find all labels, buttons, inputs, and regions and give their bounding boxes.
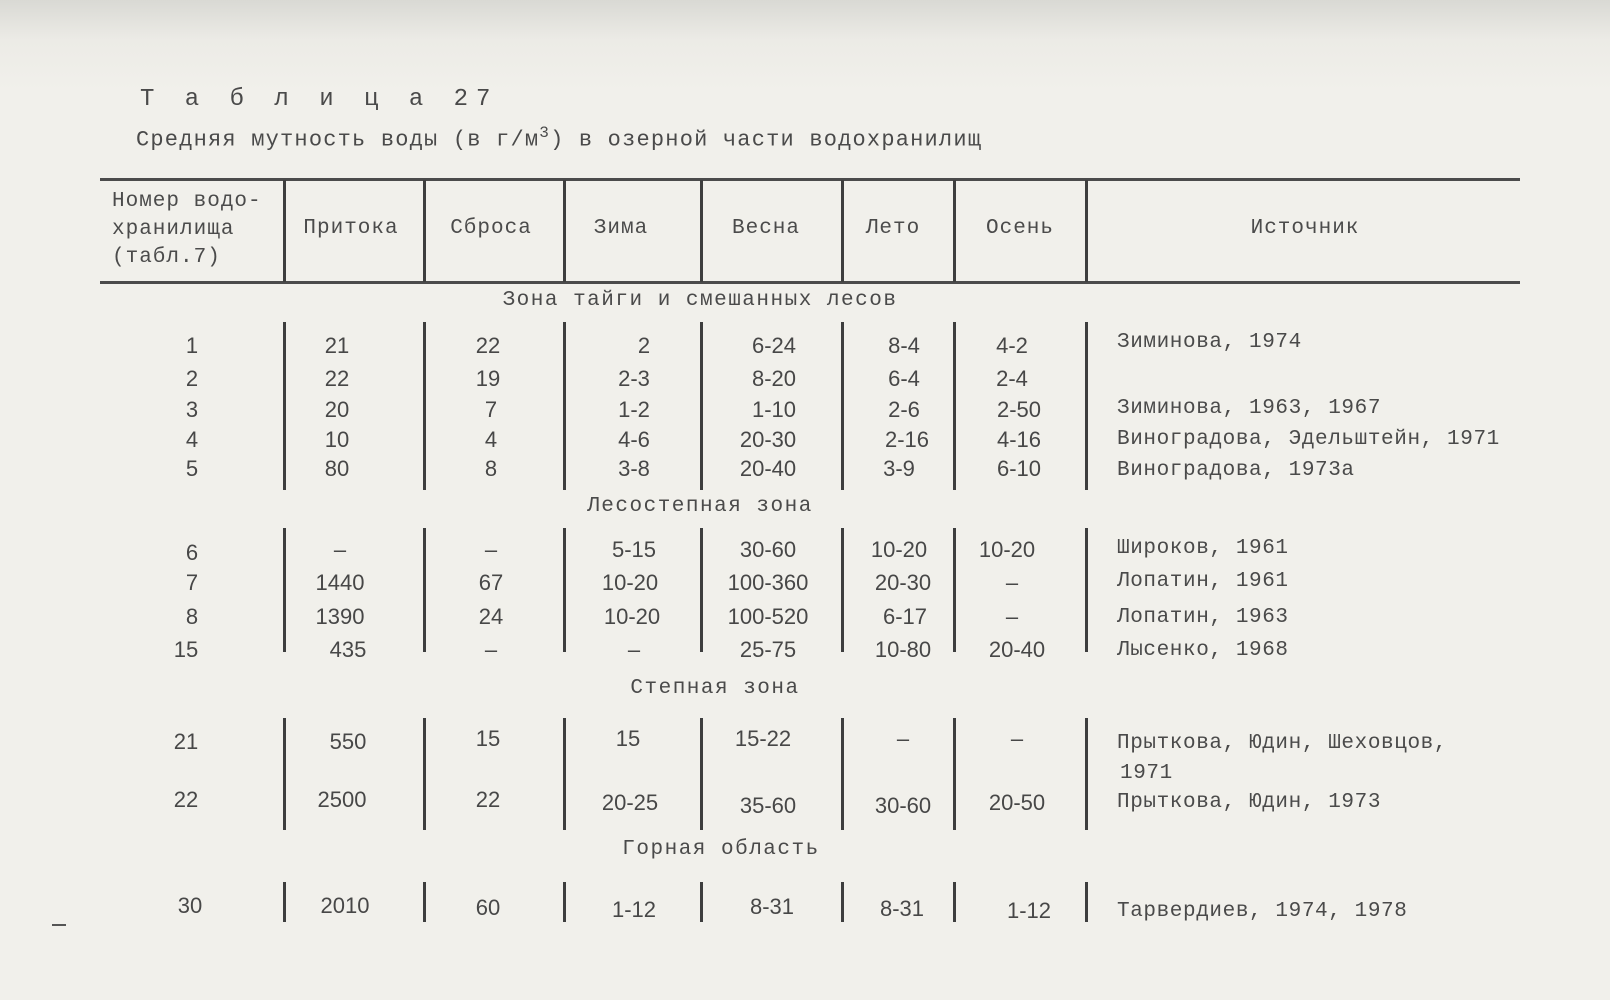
cell-winter: 2-3 (618, 366, 650, 391)
cell-inflow: 435 (329, 637, 367, 662)
cell-num: 1 (185, 333, 199, 358)
column-divider (423, 528, 426, 652)
cell-spring: 8-31 (749, 894, 795, 919)
cell-outflow: – (484, 637, 498, 662)
header-inflow: Притока (303, 217, 399, 240)
cell-source: Прыткова, Юдин, Шеховцов, 1971 (1117, 732, 1448, 785)
cell-num: 21 (173, 729, 199, 754)
column-divider (700, 322, 703, 490)
cell-num: 2 (185, 366, 199, 391)
cell-autumn: 6-10 (996, 456, 1042, 481)
column-divider (953, 718, 956, 830)
cell-spring: 1-10 (751, 397, 797, 422)
cell-summer: 6-17 (882, 604, 928, 629)
header-reservoir-number: Номер водо- хранилища (табл.7) (112, 190, 262, 269)
cell-num: 22 (173, 787, 199, 812)
table-title: Средняя мутность воды (в $г/м^3$) в озерной части водохранилищ (136, 124, 983, 153)
cell-winter: 1-2 (618, 397, 650, 422)
column-divider (423, 322, 426, 490)
cell-autumn: 20-50 (988, 790, 1046, 815)
cell-inflow: 2500 (317, 787, 367, 812)
cell-source: Виноградова, Эдельштейн, 1971 (1117, 428, 1500, 451)
cell-inflow: 21 (324, 333, 350, 358)
cell-winter: 15 (615, 726, 641, 751)
cell-source: Лопатин, 1963 (1117, 606, 1289, 629)
cell-inflow: 80 (324, 456, 350, 481)
cell-autumn: 4-16 (996, 427, 1042, 452)
cell-outflow: 15 (475, 726, 501, 751)
zone-title: Зона тайги и смешанных лесов (502, 289, 898, 312)
header-summer: Лето (865, 217, 921, 240)
column-divider (953, 528, 956, 652)
cell-autumn: 1-12 (1006, 898, 1052, 923)
cell-autumn: 2-4 (996, 366, 1028, 391)
cell-autumn: 4-2 (996, 333, 1028, 358)
header-divider (1085, 180, 1088, 282)
cell-winter: 20-25 (601, 790, 659, 815)
column-divider (1085, 882, 1088, 922)
cell-spring: 20-40 (739, 456, 797, 481)
cell-inflow: 20 (324, 397, 350, 422)
cell-spring: 35-60 (739, 793, 797, 818)
column-divider (700, 718, 703, 830)
header-divider (700, 180, 703, 282)
cell-outflow: 4 (484, 427, 498, 452)
column-divider (283, 322, 286, 490)
cell-outflow: – (484, 537, 498, 562)
cell-winter: – (627, 637, 641, 662)
cell-source: Тарвердиев, 1974, 1978 (1117, 900, 1408, 923)
cell-outflow: 67 (478, 570, 504, 595)
header-outflow: Сброса (450, 217, 532, 240)
column-divider (563, 528, 566, 652)
cell-spring: 20-30 (739, 427, 797, 452)
cell-summer: 6-4 (888, 366, 920, 391)
cell-winter: 3-8 (618, 456, 650, 481)
column-divider (700, 528, 703, 652)
cell-summer: 10-20 (870, 537, 928, 562)
column-divider (1085, 718, 1088, 830)
cell-source: Лопатин, 1961 (1117, 570, 1289, 593)
cell-spring: 8-20 (751, 366, 797, 391)
column-divider (563, 322, 566, 490)
column-divider (563, 718, 566, 830)
cell-winter: 4-6 (618, 427, 650, 452)
cell-autumn: 10-20 (978, 537, 1036, 562)
cell-outflow: 24 (478, 604, 504, 629)
column-divider (841, 718, 844, 830)
cell-spring: 30-60 (739, 537, 797, 562)
table-header-bottom-rule (100, 281, 1520, 284)
zone-title: Горная область (622, 838, 820, 861)
header-autumn: Осень (985, 217, 1055, 240)
header-source: Источник (1250, 217, 1360, 240)
cell-outflow: 22 (475, 333, 501, 358)
column-divider (841, 882, 844, 922)
column-divider (423, 882, 426, 922)
cell-summer: – (896, 726, 910, 751)
cell-outflow: 8 (484, 456, 498, 481)
cell-inflow: 550 (329, 729, 367, 754)
header-divider (841, 180, 844, 282)
cell-inflow: 1390 (315, 604, 365, 629)
column-divider (423, 718, 426, 830)
cell-summer: 10-80 (874, 637, 932, 662)
margin-mark (52, 924, 66, 926)
zone-title: Степная зона (630, 677, 800, 700)
column-divider (841, 528, 844, 652)
cell-source: Прыткова, Юдин, 1973 (1117, 791, 1382, 814)
cell-winter: 10-20 (603, 604, 661, 629)
zone-title: Лесостепная зона (587, 495, 813, 518)
cell-num: 30 (177, 893, 203, 918)
cell-num: 3 (185, 397, 199, 422)
cell-spring: 25-75 (739, 637, 797, 662)
cell-summer: 2-16 (884, 427, 930, 452)
cell-summer: 8-4 (888, 333, 920, 358)
column-divider (953, 322, 956, 490)
header-winter: Зима (593, 217, 649, 240)
header-divider (283, 180, 286, 282)
header-spring: Весна (731, 217, 801, 240)
column-divider (1085, 322, 1088, 490)
cell-num: 15 (173, 637, 199, 662)
cell-autumn: – (1005, 604, 1019, 629)
cell-source: Зиминова, 1974 (1117, 331, 1302, 354)
cell-source: Лысенко, 1968 (1117, 639, 1289, 662)
cell-outflow: 22 (475, 787, 501, 812)
header-divider (563, 180, 566, 282)
cell-spring: 15-22 (734, 726, 792, 751)
cell-num: 8 (185, 604, 199, 629)
cell-spring: 6-24 (751, 333, 797, 358)
column-divider (953, 882, 956, 922)
cell-inflow: 2010 (320, 893, 370, 918)
cell-source: Широков, 1961 (1117, 537, 1289, 560)
cell-inflow: 1440 (315, 570, 365, 595)
cell-winter: 1-12 (611, 897, 657, 922)
column-divider (283, 718, 286, 830)
table-number: Т а б л и ц а 27 (140, 86, 499, 113)
cell-summer: 20-30 (874, 570, 932, 595)
cell-num: 6 (185, 540, 199, 565)
cell-summer: 8-31 (879, 896, 925, 921)
cell-spring: 100-360 (727, 570, 809, 595)
cell-autumn: – (1005, 570, 1019, 595)
cell-winter: 10-20 (601, 570, 659, 595)
cell-num: 7 (185, 570, 199, 595)
header-divider (423, 180, 426, 282)
cell-source: Зиминова, 1963, 1967 (1117, 397, 1382, 420)
cell-inflow: – (333, 537, 347, 562)
cell-inflow: 22 (324, 366, 350, 391)
cell-summer: 30-60 (874, 793, 932, 818)
cell-spring: 100-520 (727, 604, 809, 629)
column-divider (283, 882, 286, 922)
column-divider (841, 322, 844, 490)
cell-summer: 3-9 (883, 456, 915, 481)
cell-inflow: 10 (324, 427, 350, 452)
cell-autumn: 2-50 (996, 397, 1042, 422)
cell-outflow: 19 (475, 366, 501, 391)
cell-outflow: 7 (484, 397, 498, 422)
cell-num: 4 (185, 427, 199, 452)
column-divider (283, 528, 286, 652)
column-divider (1085, 528, 1088, 652)
cell-num: 5 (185, 456, 199, 481)
cell-outflow: 60 (475, 895, 501, 920)
cell-autumn: – (1010, 726, 1024, 751)
cell-autumn: 20-40 (988, 637, 1046, 662)
cell-source: Виноградова, 1973а (1117, 459, 1355, 482)
column-divider (563, 882, 566, 922)
header-divider (953, 180, 956, 282)
column-divider (700, 882, 703, 922)
cell-winter: 2 (637, 333, 651, 358)
cell-winter: 5-15 (611, 537, 657, 562)
table-top-rule (100, 178, 1520, 181)
cell-summer: 2-6 (888, 397, 920, 422)
